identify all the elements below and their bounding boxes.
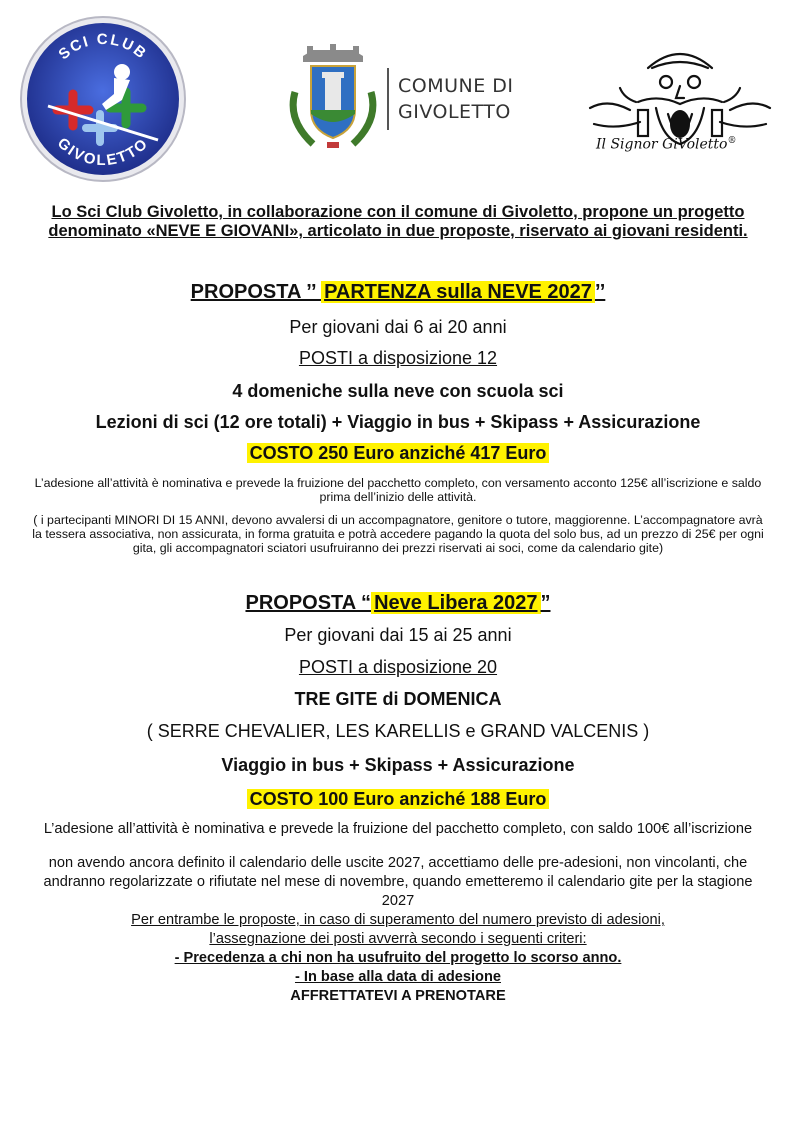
footer-cta: AFFRETTATEVI A PRENOTARE: [290, 988, 506, 1004]
proposta1-costo: COSTO 250 Euro anziché 417 Euro: [247, 443, 550, 463]
proposta1-title: [0, 278, 796, 306]
proposta2-line2: ( SERRE CHEVALIER, LES KARELLIS e GRAND VALCENIS ): [146, 721, 650, 741]
proposta2-line3: Viaggio in bus + Skipass + Assicurazione: [221, 755, 575, 775]
page-header: [0, 0, 796, 190]
proposta1-note1: L’adesione all’attività è nominativa e prevede la fruizione del pacchetto completo, con versamento acconto 125€ all’iscrizione e saldo prima dell’inizio delle attività.: [34, 476, 762, 504]
comune-divider: [387, 68, 389, 130]
footer-section: [0, 854, 796, 1006]
footer-criteri-line1: Per entrambe le proposte, in caso di superamento del numero previsto di adesioni,: [131, 912, 665, 928]
proposta1-title-prefix: PROPOSTA ’’: [190, 281, 322, 303]
sci-club-logo-top-text: SCI CLUB: [55, 30, 151, 64]
proposta2-section: [0, 589, 796, 838]
proposta2-costo: COSTO 100 Euro anziché 188 Euro: [247, 789, 550, 809]
proposta2-line1: TRE GITE di DOMENICA: [294, 689, 502, 709]
proposta2-title-highlight: Neve Libera 2027: [371, 592, 540, 614]
comune-crest-logo: [283, 42, 383, 157]
proposta2-title: [0, 589, 796, 617]
proposta2-age: Per giovani dai 15 ai 25 anni: [284, 625, 512, 645]
proposta1-section: [0, 278, 796, 555]
proposta1-title-suffix: ’’: [594, 281, 606, 303]
comune-name-line1: COMUNE DI: [398, 75, 514, 97]
comune-name-line2: GIVOLETTO: [398, 101, 511, 123]
footer-criterio-a: - Precedenza a chi non ha usufruito del progetto lo scorso anno.: [174, 950, 622, 966]
proposta1-line1: 4 domeniche sulla neve con scuola sci: [232, 381, 564, 401]
signor-caption: [596, 136, 736, 153]
signor-caption-text: Il Signor GiVoletto: [596, 136, 728, 153]
proposta1-title-highlight: PARTENZA sulla NEVE 2027: [321, 281, 595, 303]
comune-name: [398, 73, 514, 125]
proposta2-posti: POSTI a disposizione 20: [298, 657, 498, 677]
intro-text: Lo Sci Club Givoletto, in collaborazione con il comune di Givoletto, propone un progetto denominato «NEVE E GIOVANI», articolato in due proposte, riservato ai giovani residenti.: [48, 203, 748, 240]
sci-club-logo: [18, 14, 188, 184]
proposta1-age: Per giovani dai 6 ai 20 anni: [289, 317, 507, 337]
proposta2-title-suffix: ”: [540, 592, 551, 614]
registered-mark: ®: [727, 136, 737, 146]
footer-criterio-b: - In base alla data di adesione: [294, 969, 501, 985]
sci-club-logo-bottom-text: GIVOLETTO: [53, 134, 153, 170]
proposta2-title-prefix: PROPOSTA “: [245, 592, 372, 614]
proposta1-line2: Lezioni di sci (12 ore totali) + Viaggio in bus + Skipass + Assicurazione: [95, 412, 701, 432]
footer-pre-adesioni: non avendo ancora definito il calendario delle uscite 2027, accettiamo delle pre-adesioni, non vincolanti, che andranno regolarizzate o rifiutate nel mese di novembre, quando emetteremo il calendario gite per la stagione 2027: [43, 855, 753, 909]
proposta1-posti: POSTI a disposizione 12: [298, 348, 498, 368]
footer-criteri-line2: l’assegnazione dei posti avverrà secondo i seguenti criteri:: [209, 931, 587, 947]
flyer-content: [0, 203, 796, 1006]
proposta2-note1: L’adesione all’attività è nominativa e prevede la fruizione del pacchetto completo, con saldo 100€ all’iscrizione: [43, 821, 753, 837]
proposta1-note2: ( i partecipanti MINORI DI 15 ANNI, devono avvalersi di un accompagnatore, genitore o tutore, maggiorenne. L’accompagnatore avrà la tessera associativa, non assicurata, in forma gratuita e potrà accedere pagando la quota del solo bus, ad un prezzo di 25€ per ogni gita, gli accompagnatori sciatori usufruiranno dei prezzi riservati ai soci, come da calendario gite): [32, 513, 764, 555]
